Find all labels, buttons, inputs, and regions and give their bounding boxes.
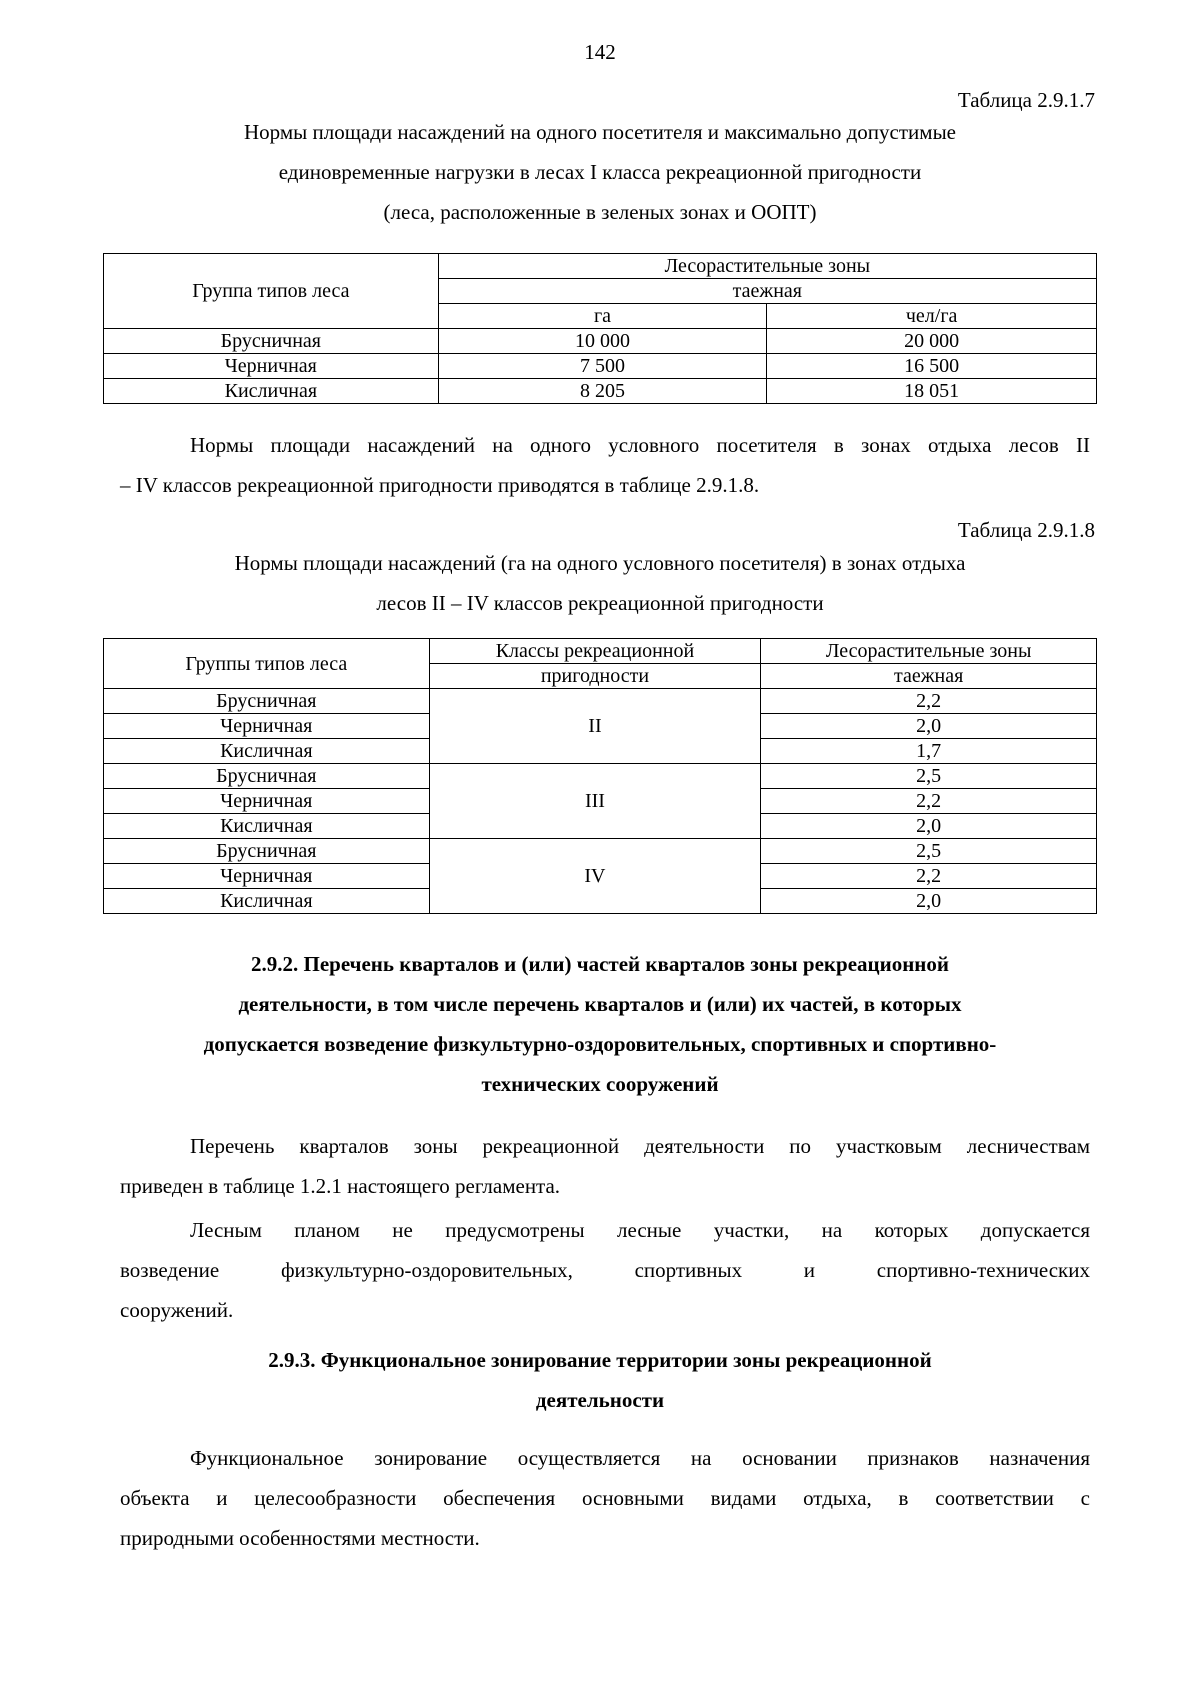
table2-cell-value: 2,5 bbox=[761, 839, 1097, 864]
table1-header-people: чел/га bbox=[767, 304, 1097, 329]
table1-cell-people: 18 051 bbox=[767, 379, 1097, 404]
page-number: 142 bbox=[584, 40, 616, 64]
section-heading-line: допускается возведение физкультурно-оздоровительных, спортивных и спортивно- bbox=[203, 1032, 997, 1056]
table-row bbox=[104, 379, 1097, 404]
section-2-9-2-heading bbox=[110, 944, 1090, 1104]
table1-cell-ha: 10 000 bbox=[438, 329, 767, 354]
section-heading-line: 2.9.3. Функциональное зонирование территории зоны рекреационной bbox=[268, 1348, 932, 1372]
table2-cell-value: 2,2 bbox=[761, 689, 1097, 714]
section-heading-line: деятельности, в том числе перечень кварталов и (или) их частей, в которых bbox=[238, 992, 962, 1016]
table1-cell-people: 16 500 bbox=[767, 354, 1097, 379]
table2-cell-value: 2,0 bbox=[761, 889, 1097, 914]
table1-title-line: (леса, расположенные в зеленых зонах и ООПТ) bbox=[383, 200, 817, 224]
section-heading-line: технических сооружений bbox=[481, 1072, 719, 1096]
table2-cell-name: Брусничная bbox=[104, 689, 430, 714]
table2-cell-class: III bbox=[429, 764, 761, 839]
table2-cell-name: Кисличная bbox=[104, 889, 430, 914]
table2-cell-name: Брусничная bbox=[104, 764, 430, 789]
table1-label: Таблица 2.9.1.7 bbox=[957, 88, 1095, 112]
table2-cell-class: II bbox=[429, 689, 761, 764]
table-row bbox=[104, 354, 1097, 379]
table2-cell-value: 2,5 bbox=[761, 764, 1097, 789]
table2-header-classes-line2: пригодности bbox=[429, 664, 761, 689]
table1-title-line: Нормы площади насаждений на одного посетителя и максимально допустимые bbox=[243, 120, 956, 144]
table2-cell-name: Брусничная bbox=[104, 839, 430, 864]
table1-cell-ha: 8 205 bbox=[438, 379, 767, 404]
section-heading-line: 2.9.2. Перечень кварталов и (или) частей кварталов зоны рекреационной bbox=[250, 952, 950, 976]
table2-header-groups: Группы типов леса bbox=[104, 639, 430, 689]
table2-header-zone: таежная bbox=[761, 664, 1097, 689]
table-row bbox=[104, 764, 1097, 789]
section-2-9-3-paragraph: Функциональное зонирование осуществляется на основании признаков назначения объекта и целесообразности обеспечения основными видами отдыха, в соответствии с природными особенностями местности. bbox=[120, 1446, 1090, 1550]
table1-cell-people: 20 000 bbox=[767, 329, 1097, 354]
table1 bbox=[103, 253, 1097, 404]
table1-header-zones: Лесорастительные зоны bbox=[438, 254, 1096, 279]
table2-cell-value: 2,0 bbox=[761, 714, 1097, 739]
table2-header-zones: Лесорастительные зоны bbox=[761, 639, 1097, 664]
section-2-9-3-heading bbox=[110, 1340, 1090, 1420]
section-2-9-2-paragraph-2: Лесным планом не предусмотрены лесные участки, на которых допускается возведение физкультурно-оздоровительных, спортивных и спортивно-технических сооружений. bbox=[120, 1218, 1090, 1322]
table2-cell-value: 2,0 bbox=[761, 814, 1097, 839]
table1-header-ha: га bbox=[438, 304, 767, 329]
table2-header-classes-line1: Классы рекреационной bbox=[429, 639, 761, 664]
table1-title bbox=[110, 112, 1090, 232]
table2 bbox=[103, 638, 1097, 914]
table2-cell-name: Кисличная bbox=[104, 814, 430, 839]
table2-cell-name: Кисличная bbox=[104, 739, 430, 764]
section-heading-line: деятельности bbox=[535, 1388, 665, 1412]
table-row bbox=[104, 329, 1097, 354]
table2-title bbox=[110, 543, 1090, 623]
table-row bbox=[104, 689, 1097, 714]
table1-header-zone: таежная bbox=[438, 279, 1096, 304]
table1-title-line: единовременные нагрузки в лесах I класса рекреационной пригодности bbox=[278, 160, 922, 184]
table1-cell-name: Черничная bbox=[104, 354, 439, 379]
table1-header-group: Группа типов леса bbox=[104, 254, 439, 329]
table2-title-line: лесов II – IV классов рекреационной пригодности bbox=[376, 591, 824, 615]
table2-cell-name: Черничная bbox=[104, 714, 430, 739]
table-row bbox=[104, 839, 1097, 864]
table1-cell-name: Кисличная bbox=[104, 379, 439, 404]
table1-cell-ha: 7 500 bbox=[438, 354, 767, 379]
table2-cell-name: Черничная bbox=[104, 864, 430, 889]
table1-cell-name: Брусничная bbox=[104, 329, 439, 354]
table2-cell-value: 2,2 bbox=[761, 864, 1097, 889]
table2-cell-value: 1,7 bbox=[761, 739, 1097, 764]
table2-cell-name: Черничная bbox=[104, 789, 430, 814]
table2-label: Таблица 2.9.1.8 bbox=[957, 518, 1095, 542]
para-table-reference: Нормы площади насаждений на одного условного посетителя в зонах отдыха лесов II – IV классов рекреационной пригодности приводятся в таблице 2.9.1.8. bbox=[120, 433, 1090, 497]
section-2-9-2-paragraph-1: Перечень кварталов зоны рекреационной деятельности по участковым лесничествам приведен в таблице 1.2.1 настоящего регламента. bbox=[120, 1134, 1090, 1198]
table2-cell-class: IV bbox=[429, 839, 761, 914]
table2-title-line: Нормы площади насаждений (га на одного условного посетителя) в зонах отдыха bbox=[234, 551, 966, 575]
table2-cell-value: 2,2 bbox=[761, 789, 1097, 814]
